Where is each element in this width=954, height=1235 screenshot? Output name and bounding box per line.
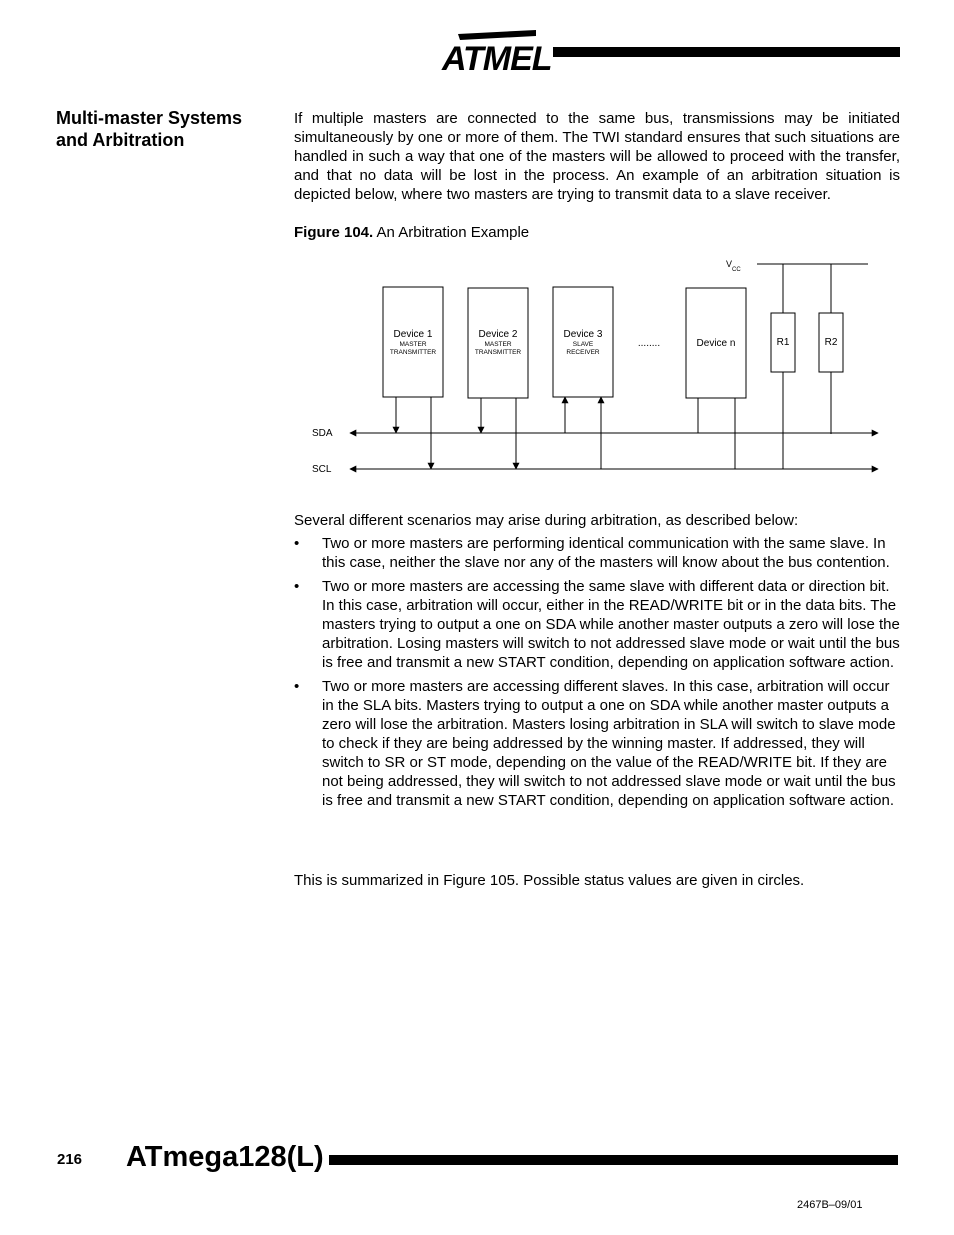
footer-rule — [329, 1155, 898, 1165]
device-2-name: Device 2 — [478, 329, 518, 340]
list-item — [294, 534, 900, 572]
resistor-r2 — [819, 313, 843, 372]
device-n-box — [686, 288, 746, 398]
device-1-role-line1: MASTER — [399, 341, 427, 348]
page-number: 216 — [57, 1151, 83, 1168]
list-item-text: Two or more masters are accessing different slaves. In this case, arbitration will occur in the SLA bits. Masters trying to output a one on SDA while another master outputs a zero will lose the arbitration. Masters losing arbitration in SLA will switch to slave mode to check if they are being addressed by the winning master. If addressed, they will switch to SR or ST mode, depending on the value of the READ/WRITE bit. If they are not being addressed, they will switch to not addressed slave mode or wait until the bus is free and transmit a new START condition, depending on application software action. — [322, 678, 896, 809]
bullet-symbol: • — [294, 535, 300, 552]
scenarios-intro: Several different scenarios may arise during arbitration, as described below: — [294, 512, 799, 529]
section-heading: Multi-master Systems and Arbitration — [56, 108, 243, 150]
device-2-role-line2: TRANSMITTER — [474, 349, 522, 356]
scl-label: SCL — [312, 464, 332, 475]
device-1-name: Device 1 — [393, 329, 433, 340]
device-1-box — [383, 287, 443, 397]
device-3-box — [553, 287, 613, 397]
figure-title: An Arbitration Example — [376, 224, 530, 241]
scenario-list — [294, 534, 900, 815]
resistor-r1-label: R1 — [776, 337, 790, 348]
device-3-name: Device 3 — [563, 329, 603, 340]
device-3-role-line1: SLAVE — [572, 341, 594, 348]
resistor-r1 — [771, 313, 795, 372]
vcc-label: V — [726, 259, 733, 269]
list-item-text: Two or more masters are performing identical communication with the same slave. In this case, neither the slave nor any of the masters will know about the bus contention. — [322, 535, 890, 571]
atmel-logo — [440, 28, 552, 78]
document-title: ATmega128(L) — [126, 1141, 324, 1173]
device-1-role-line2: TRANSMITTER — [389, 349, 437, 356]
header-rule — [553, 47, 900, 57]
bullet-symbol: • — [294, 578, 300, 595]
bullet-symbol: • — [294, 678, 300, 695]
resistor-r2-label: R2 — [824, 337, 838, 348]
device-n-name: Device n — [696, 338, 736, 349]
device-2-role-line1: MASTER — [484, 341, 512, 348]
logo-text: ATMEL — [442, 40, 552, 78]
figure-caption — [294, 223, 529, 242]
vcc-subscript: CC — [732, 267, 741, 273]
summary-paragraph: This is summarized in Figure 105. Possible status values are given in circles. — [294, 872, 805, 889]
arbitration-diagram — [300, 250, 900, 490]
list-item — [294, 677, 900, 810]
intro-paragraph: If multiple masters are connected to the same bus, transmissions may be initiated simultaneously by one or more of them. The TWI standard ensures that such situations are handled in such a way that one of the masters will be allowed to proceed with the transfer, and that no data will be lost in the process. An example of an arbitration situation is depicted below, where two masters are trying to transmit data to a slave receiver. — [294, 110, 900, 203]
device-2-box — [468, 288, 528, 398]
device-ellipsis: ........ — [637, 338, 661, 349]
list-item — [294, 577, 900, 672]
figure-label: Figure 104. — [294, 224, 374, 241]
sda-label: SDA — [312, 428, 333, 439]
document-code: 2467B–09/01 — [797, 1199, 863, 1211]
device-3-role-line2: RECEIVER — [566, 349, 600, 356]
list-item-text: Two or more masters are accessing the same slave with different data or direction bit. In this case, arbitration will occur, either in the READ/WRITE bit or in the data bits. The masters trying to output a one on SDA while another master outputs a zero will lose the arbitration. Losing masters will switch to not addressed slave mode or wait until the bus is free and transmit a new START condition, depending on application software action. — [322, 578, 900, 671]
